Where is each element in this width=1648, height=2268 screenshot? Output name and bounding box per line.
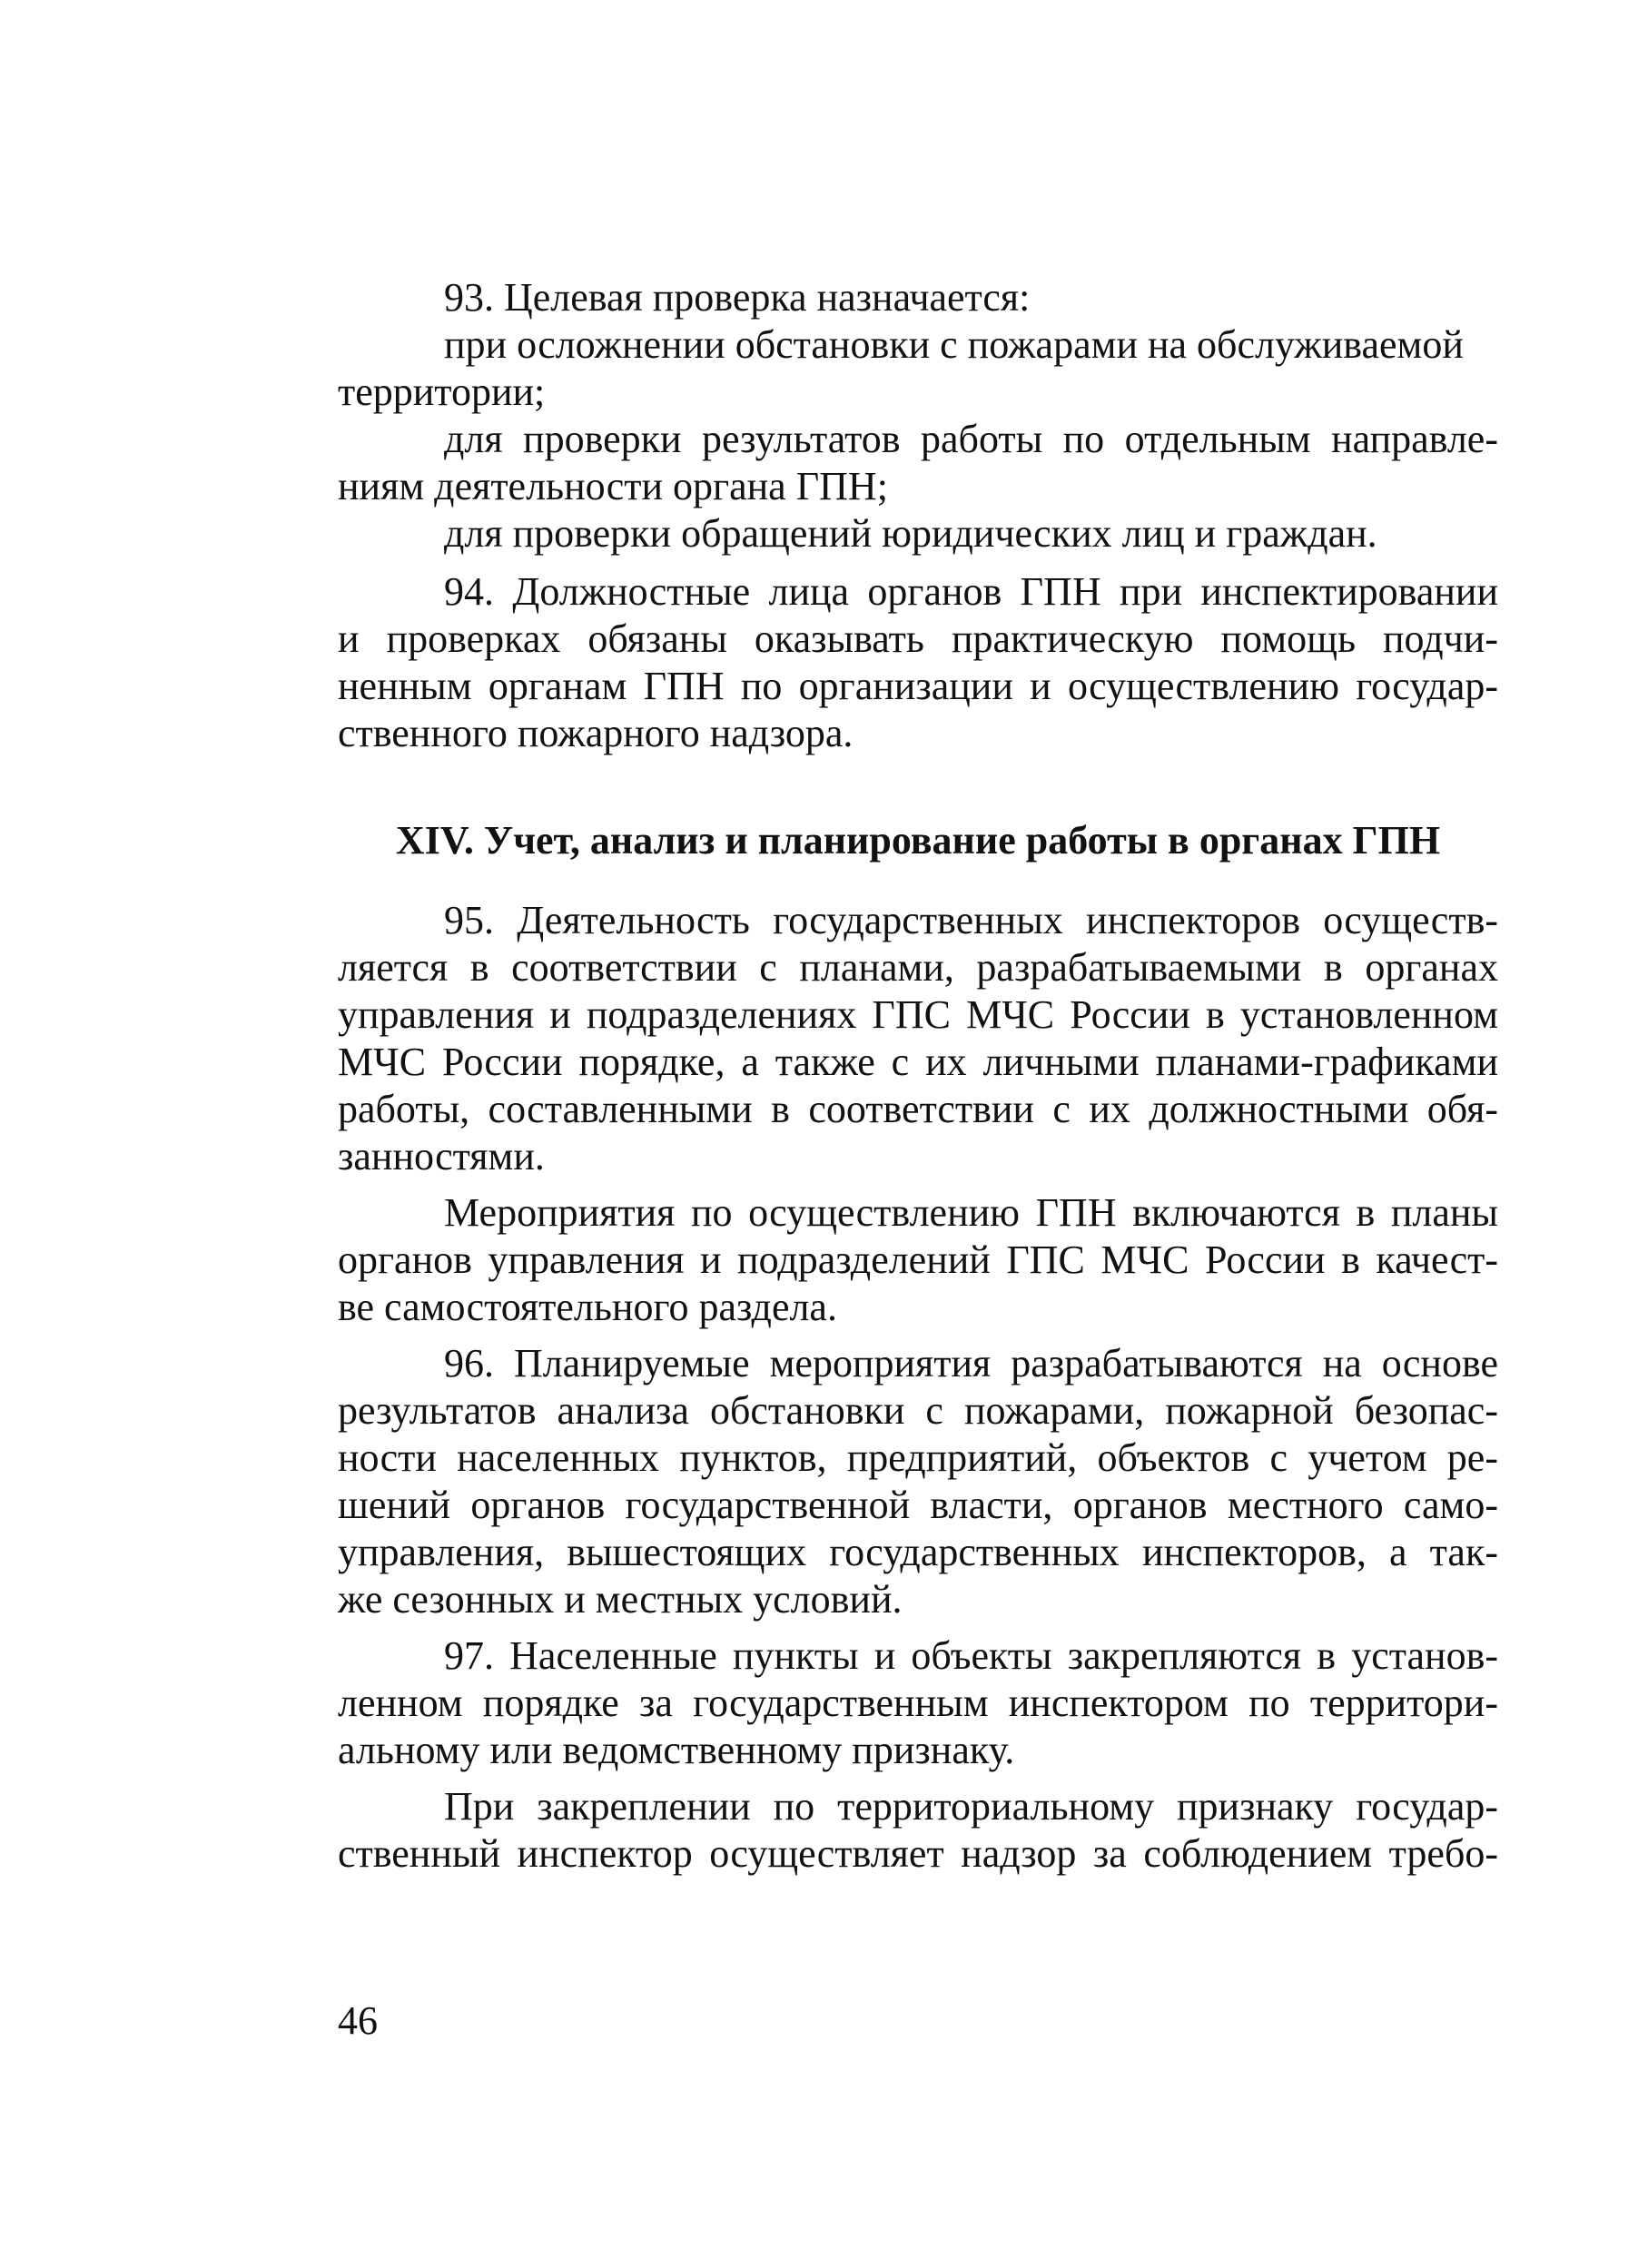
paragraph-97	[338, 1632, 1498, 1774]
paragraph-line: МЧС России порядке, а также с их личными планами-графиками	[338, 1040, 1498, 1084]
paragraph-line: ственный инспектор осуществляет надзор за соблюдением требо-	[338, 1831, 1498, 1876]
paragraph-line: управления и подразделениях ГПС МЧС России в установленном	[338, 992, 1498, 1037]
paragraph-line: При закреплении по территориальному признаку государ-	[444, 1784, 1498, 1829]
paragraph-line: для проверки результатов работы по отдельным направле-	[444, 417, 1498, 461]
document-body	[338, 274, 1498, 1878]
paragraph-95	[338, 897, 1498, 1180]
paragraph-96	[338, 1340, 1498, 1623]
paragraph-line: работы, составленными в соответствии с их должностными обя-	[338, 1087, 1498, 1131]
paragraph-line: ленном порядке за государственным инспектором по территори-	[338, 1681, 1498, 1725]
paragraph-line: ниям деятельности органа ГПН;	[338, 464, 888, 508]
paragraph-line: Мероприятия по осуществлению ГПН включаются в планы	[444, 1190, 1498, 1235]
paragraph-line: шений органов государственной власти, органов местного само-	[338, 1483, 1498, 1527]
paragraph-line: органов управления и подразделений ГПС МЧС России в качест-	[338, 1238, 1498, 1282]
paragraph-line: и проверках обязаны оказывать практическую помощь подчи-	[338, 616, 1498, 661]
paragraph-line: 94. Должностные лица органов ГПН при инспектировании	[444, 569, 1498, 614]
paragraph-line: ляется в соответствии с планами, разрабатываемыми в органах	[338, 945, 1498, 990]
paragraph-line: территории;	[338, 370, 546, 414]
paragraph-line: для проверки обращений юридических лиц и граждан.	[444, 511, 1377, 556]
paragraph-line: управления, вышестоящих государственных инспекторов, а так-	[338, 1530, 1498, 1574]
paragraph-line: ненным органам ГПН по организации и осуществлению государ-	[338, 664, 1498, 708]
paragraph-line: 97. Населенные пункты и объекты закрепляются в установ-	[444, 1633, 1498, 1678]
paragraph-97-continued	[338, 1783, 1498, 1878]
paragraph-line: занностями.	[338, 1134, 545, 1178]
section-heading: XIV. Учет, анализ и планирование работы в органах ГПН	[395, 818, 1441, 863]
paragraph-line: ве самостоятельного раздела.	[338, 1285, 837, 1329]
paragraph-line: результатов анализа обстановки с пожарами, пожарной безопас-	[338, 1388, 1498, 1433]
paragraph-line: 96. Планируемые мероприятия разрабатываются на основе	[444, 1341, 1498, 1385]
paragraph-93	[338, 274, 1498, 557]
paragraph-line: же сезонных и местных условий.	[338, 1577, 903, 1622]
paragraph-94	[338, 568, 1498, 757]
paragraph-line: альному или ведомственному признаку.	[338, 1728, 1015, 1772]
paragraph-line: ственного пожарного надзора.	[338, 711, 854, 755]
paragraph-line: при осложнении обстановки с пожарами на обслуживаемой	[444, 322, 1464, 367]
paragraph-line: 93. Целевая проверка назначается:	[444, 275, 1031, 320]
paragraph-line: ности населенных пунктов, предприятий, объектов с учетом ре-	[338, 1435, 1498, 1480]
paragraph-95-continued	[338, 1189, 1498, 1331]
paragraph-line: 95. Деятельность государственных инспекторов осуществ-	[444, 898, 1498, 942]
page-number: 46	[338, 1998, 378, 2043]
